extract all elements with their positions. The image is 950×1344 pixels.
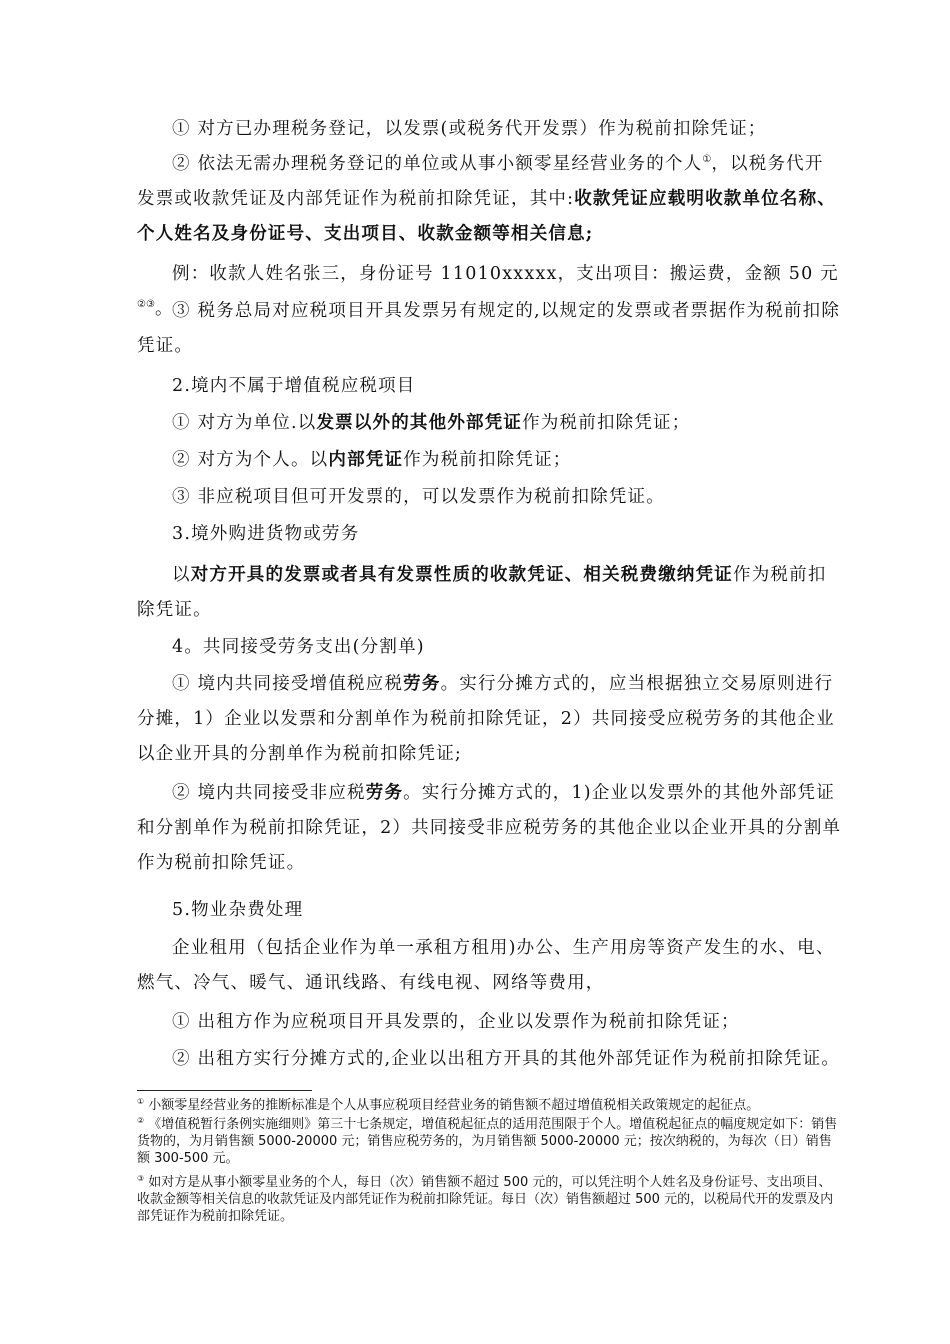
text: ，以税务代开发票或收款凭证及内部凭证作为税前扣除凭证，其中: [137, 154, 824, 209]
text: 5.物业杂费处理 [172, 900, 304, 920]
text: ② 出租方实行分摊方式的,企业以出租方开具的其他外部凭证作为税前扣除凭证。 [172, 1049, 841, 1069]
text: 。实行分摊方式的，应当根据独立交易原则进行分摊，1）企业以发票和分割单作为税前扣除凭证，2）共同接受应税劳务的其他企业以企业开具的分割单作为税前扣除凭证; [137, 674, 835, 764]
bold-text: 收款凭证应载明收款单位名称、个人姓名及身份证号、支出项目、收款金额等相关信息; [137, 189, 837, 244]
paragraph [137, 147, 842, 252]
text: 以 [172, 565, 191, 585]
paragraph [137, 1042, 842, 1077]
footnote-mark: ① [137, 1097, 145, 1106]
paragraph [137, 776, 842, 881]
footnote-text: 如对方是从事小额零星业务的个人，每日（次）销售额不超过 500 元的，可以凭注明个人姓名及身份证号、支出项目、收款金额等相关信息的收款凭证及内部凭证作为税前扣除凭证。每日（次）销售额超过 500 元的，以税局代开的发票及内部凭证作为税前扣除凭证。 [137, 1175, 834, 1224]
footnote-ref[interactable]: ②③ [137, 299, 155, 310]
paragraph [137, 480, 842, 515]
footnote-mark: ② [137, 1116, 145, 1125]
paragraph [137, 406, 842, 441]
text: 作为税前扣除凭证； [522, 413, 691, 433]
section-heading [137, 630, 842, 665]
text: ① 对方为单位.以 [172, 413, 317, 433]
text: 企业租用（包括企业作为单一承租方租用)办公、生产用房等资产发生的水、电、燃气、冷气、暖气、通讯线路、有线电视、网络等费用， [137, 938, 835, 993]
text: ① 对方已办理税务登记，以发票(或税务代开发票）作为税前扣除凭证； [172, 119, 767, 139]
footnote-divider [137, 1090, 312, 1091]
section-heading [137, 517, 842, 552]
text: 作为税前扣除凭证； [403, 450, 572, 470]
footnote-text: 小额零星经营业务的推断标准是个人从事应税项目经营业务的销售额不超过增值税相关政策规定的起征点。 [144, 1098, 760, 1113]
bold-text: 内部凭证 [328, 450, 404, 470]
text: 。 [154, 299, 174, 319]
footnote [137, 1097, 842, 1114]
section-heading [137, 369, 842, 404]
section-heading [137, 893, 842, 928]
paragraph [137, 931, 842, 1001]
text: ② 境内共同接受非应税 [172, 783, 366, 803]
text: ① 出租方作为应税项目开具发票的，企业以发票作为税前扣除凭证； [172, 1012, 740, 1032]
paragraph [137, 1005, 842, 1040]
text: ③ 非应税项目但可开发票的，可以发票作为税前扣除凭证。 [172, 487, 665, 507]
paragraph [137, 443, 842, 478]
footnote-text: 《增值税暂行条例实施细则》第三十七条规定，增值税起征点的适用范围限于个人。增值税起征点的幅度规定如下：销售货物的，为月销售额 5000-20000 元；销售应税劳务的，为月销售额 5000-20000 元；按次纳税的，为每次（日）销售额 300-500 元。 [137, 1117, 838, 1166]
footnote [137, 1116, 842, 1167]
text: 。实行分摊方式的，1)企业以发票外的其他外部凭证和分割单作为税前扣除凭证，2）共同接受非应税劳务的其他企业以企业开具的分割单作为税前扣除凭证。 [137, 783, 842, 873]
text: ① 境内共同接受增值税应税 [172, 674, 404, 694]
paragraph [137, 112, 842, 147]
bold-text: 发票以外的其他外部凭证 [316, 413, 523, 433]
bold-text: 劳务 [403, 674, 441, 694]
text: ② 对方为个人。以 [172, 450, 329, 470]
footnote-ref[interactable]: ① [702, 154, 712, 165]
bold-text: 对方开具的发票或者具有发票性质的收款凭证、相关税费缴纳凭证 [190, 565, 734, 585]
text: ② 依法无需办理税务登记的单位或从事小额零星经营业务的个人 [172, 154, 703, 174]
text: 例：收款人姓名张三，身份证号 11010xxxxx，支出项目：搬运费，金额 50 元 [172, 264, 839, 284]
text: 2.境内不属于增值税应税项目 [172, 376, 416, 396]
paragraph [137, 667, 842, 772]
bold-text: 劳务 [365, 783, 404, 803]
footnote-mark: ③ [137, 1174, 145, 1183]
paragraph [137, 294, 842, 364]
paragraph [137, 558, 842, 628]
text: ③ 税务总局对应税项目开具发票另有规定的,以规定的发票或者票据作为税前扣除凭证。 [137, 301, 841, 356]
text: 作为税前扣除凭证。 [137, 565, 827, 620]
text: 3.境外购进货物或劳务 [172, 524, 360, 544]
footnote [137, 1174, 842, 1225]
text: 4。共同接受劳务支出(分割单) [172, 637, 425, 657]
